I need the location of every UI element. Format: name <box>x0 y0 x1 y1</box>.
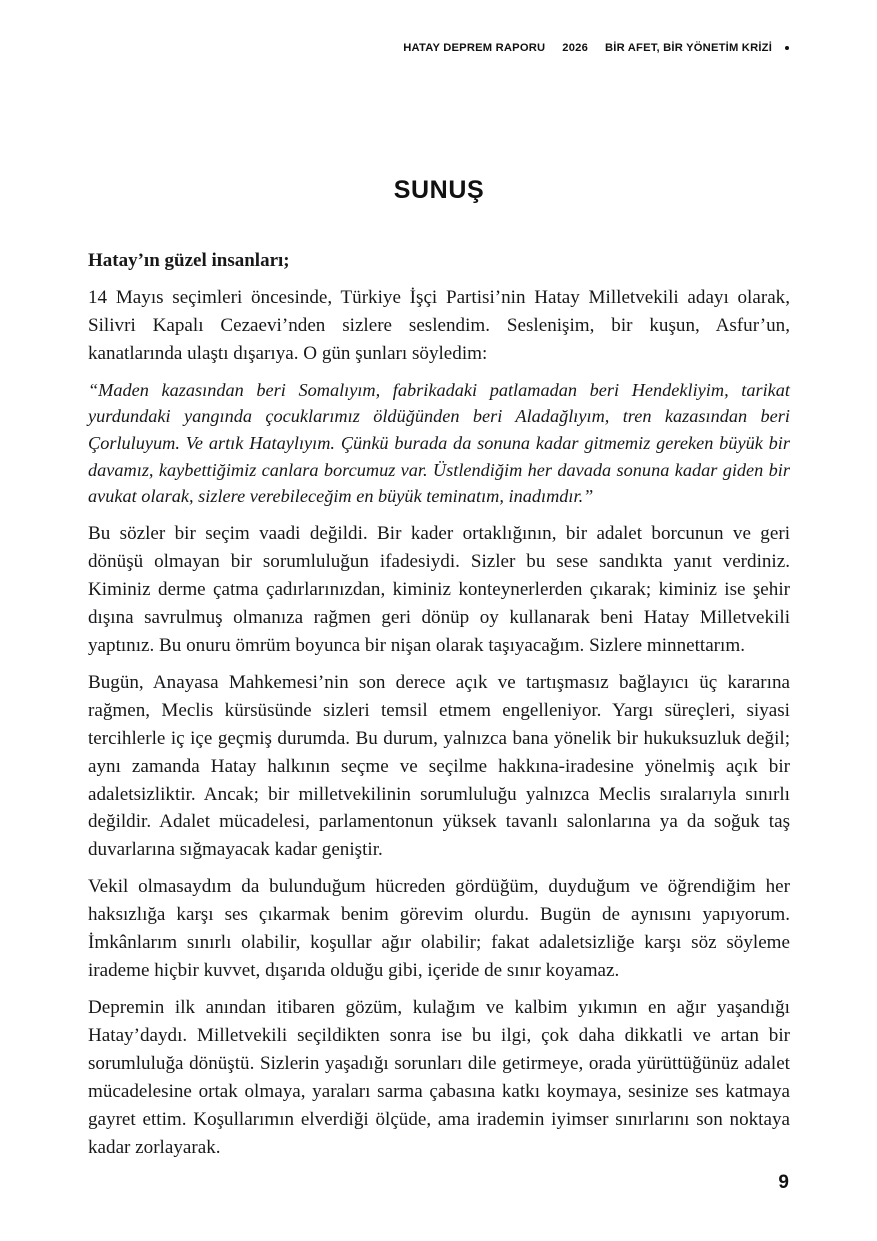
blockquote: “Maden kazasından beri Somalıyım, fabrikadaki patlamadan beri Hendekliyim, tarikat yurdundaki yangında çocuklarımız öldüğünden beri Aladağlıyım, tren kazasından beri Çorluluyum. Ve artık Hataylıyım. Çünkü burada da sonuna kadar gitmemiz gereken büyük bir davamız, kaybettiğimiz canlara borcumuz var. Üstlendiğim her davada sonuna kadar giden bir avukat olarak, sizlere verebileceğim en büyük teminatım, inadımdır.” <box>88 379 790 507</box>
page-number: 9 <box>778 1172 789 1193</box>
salutation: Hatay’ın güzel insanları; <box>88 250 290 271</box>
paragraph-4: Vekil olmasaydım da bulunduğum hücreden gördüğüm, duyduğum ve öğrendiğim her haksızlığa karşı ses çıkarmak benim görevim olurdu. Bugün de aynısını yapıyorum. İmkânlarım sınırlı olabilir, koşullar ağır olabilir; fakat adaletsizliğe karşı söz söyleme irademe hiçbir kuvvet, dışarıda olduğu gibi, içeride de sınır koyamaz. <box>88 876 790 982</box>
running-head-left: HATAY DEPREM RAPORU <box>403 42 546 54</box>
paragraph-5: Depremin ilk anından itibaren gözüm, kulağım ve kalbim yıkımın en ağır yaşandığı Hatay’daydı. Milletvekili seçildikten sonra ise bu ilgi, çok daha dikkatli ve artan bir sorumluluğa dönüştü. Sizlerin yaşadığı sorunları dile getirmeye, orada yürüttüğünüz adalet mücadelesine ortak olmaya, yaraları sarma çabasına katkı koymaya, sesinize ses katmaya gayret ettim. Koşullarımın elverdiği ölçüde, ama irademin iyimser sınırlarını son noktaya kadar zorlayarak. <box>88 997 790 1159</box>
body-text <box>88 205 790 1162</box>
running-head-year: 2026 <box>562 42 588 54</box>
running-head-right: BİR AFET, BİR YÖNETİM KRİZİ <box>605 42 772 54</box>
paragraph-2: Bu sözler bir seçim vaadi değildi. Bir kader ortaklığının, bir adalet borcunun ve geri dönüşü olmayan bir sorumluluğun ifadesiydi. Sizler bu sese sandıkta yanıt verdiniz. Kiminiz derme çatma çadırlarınızdan, kiminiz konteynerlerden çıkarak; kiminiz ise şehir dışına savrulmuş olmanıza rağmen geri dönüp oy kullanarak beni Hatay Milletvekili yaptınız. Bu onuru ömrüm boyunca bir nişan olarak taşıyacağım. Sizlere minnettarım. <box>88 522 790 656</box>
paragraph-1: 14 Mayıs seçimleri öncesinde, Türkiye İşçi Partisi’nin Hatay Milletvekili adayı olarak, Silivri Kapalı Cezaevi’nden sizlere seslendim. Seslenişim, bir kuşun, Asfur’un, kanatlarında ulaştı dışarıya. O gün şunları söyledim: <box>88 286 790 364</box>
page-title: SUNUŞ <box>393 176 485 204</box>
paragraph-3: Bugün, Anayasa Mahkemesi’nin son derece açık ve tartışmasız bağlayıcı üç kararına rağmen, Meclis kürsüsünde sizleri temsil etmem engelleniyor. Yargı süreçleri, siyasi tercihlerle iç içe geçmiş durumda. Bu durum, yalnızca bana yönelik bir hukuksuzluk değil; aynı zamanda Hatay halkının seçme ve seçilme hakkına-iradesine yönelmiş açık bir adaletsizliktir. Ancak; bir milletvekilinin sorumluluğu yalnızca Meclis sıralarıyla sınırlı değildir. Adalet mücadelesi, parlamentonun yüksek tavanlı salonlarına ya da soğuk taş duvarlarına sığmayacak kadar geniştir. <box>88 671 790 861</box>
page-content <box>88 0 790 1165</box>
